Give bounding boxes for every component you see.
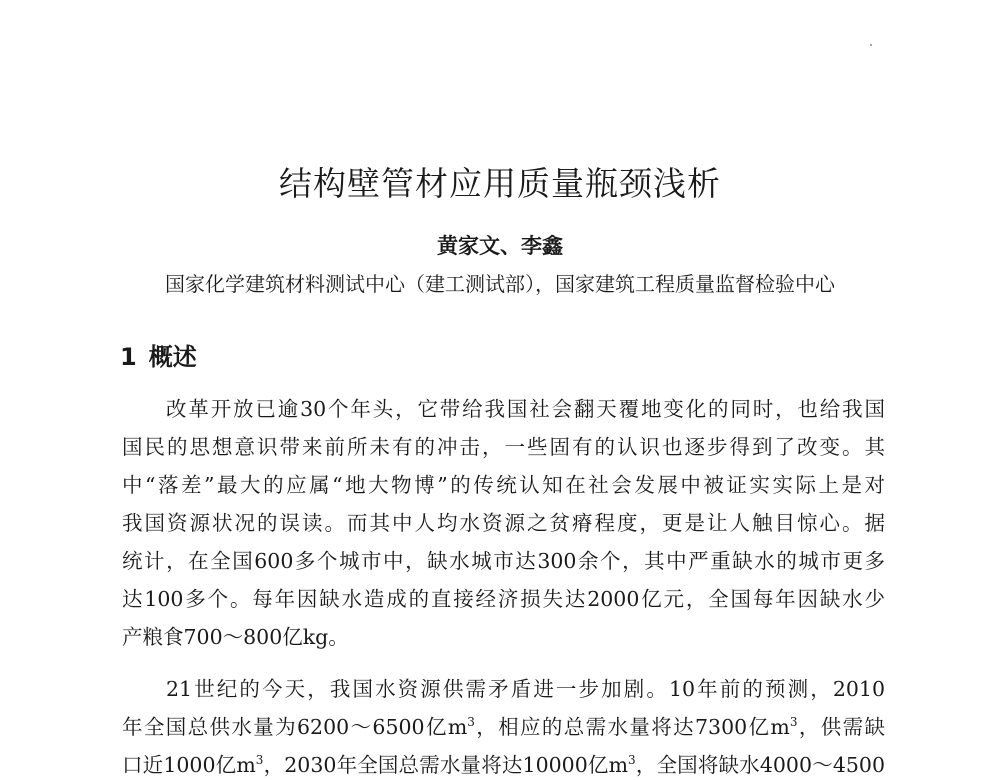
paragraph-line: 改革开放已逾30个年头，它带给我国社会翻天覆地变化的同时，也给我国 [166, 397, 885, 421]
superscript: 3 [467, 715, 475, 730]
paper-title: 结构壁管材应用质量瓶颈浅析 [279, 164, 721, 203]
text-run: 口近1000亿m [122, 753, 256, 777]
section-title: 概述 [148, 343, 197, 371]
paragraph-line: 中“落差”最大的应属“地大物博”的传统认知在社会发展中被证实实际上是对 [122, 473, 885, 497]
text-run: ，全国将缺水4000～4500 [635, 753, 885, 777]
superscript: 3 [789, 715, 798, 730]
paragraph-line: 国民的思想意识带来前所未有的冲击，一些固有的认识也逐步得到了改变。其 [122, 435, 885, 459]
paragraph-line [122, 750, 885, 780]
paragraph-line: 21世纪的今天，我国水资源供需矛盾进一步加剧。10年前的预测，2010 [166, 677, 885, 701]
paragraph-line [122, 712, 885, 742]
superscript: 3 [628, 753, 636, 768]
paragraph-line: 达100多个。每年因缺水造成的直接经济损失达2000亿元，全国每年因缺水少 [122, 587, 885, 611]
text-run: ，相应的总需水量将达7300亿m [474, 715, 790, 739]
scan-speck [870, 44, 872, 46]
superscript: 3 [255, 753, 264, 768]
text-run: ，2030年全国总需水量将达10000亿m [263, 753, 629, 777]
text-run: ，供需缺 [797, 715, 886, 739]
paragraph-line: 统计，在全国600多个城市中，缺水城市达300余个，其中严重缺水的城市更多 [122, 549, 885, 573]
paragraph-line: 我国资源状况的误读。而其中人均水资源之贫瘠程度，更是让人触目惊心。据 [122, 511, 885, 535]
paper-authors: 黄家文、李鑫 [437, 233, 563, 258]
section-number: 1 [120, 343, 137, 371]
text-run: 年全国总供水量为6200～6500亿m [122, 715, 468, 739]
paper-affiliation: 国家化学建筑材料测试中心（建工测试部），国家建筑工程质量监督检验中心 [165, 272, 835, 296]
section-heading [120, 337, 197, 372]
paragraph-line: 产粮食700～800亿kg。 [122, 625, 349, 649]
